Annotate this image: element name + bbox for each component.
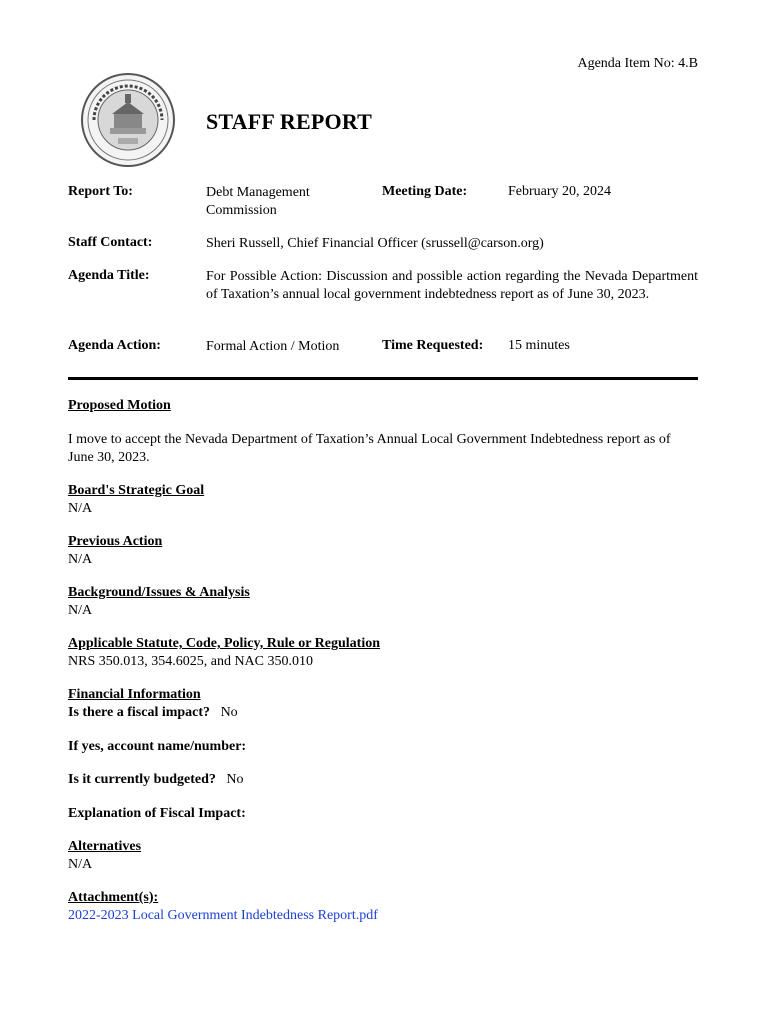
report-to-label: Report To: [68,184,133,199]
city-seal-logo [80,72,176,168]
previous-action-heading: Previous Action [68,534,163,549]
strategic-goal-text: N/A [68,501,93,516]
alternatives-heading: Alternatives [68,839,142,854]
agenda-action-label: Agenda Action: [68,338,161,353]
proposed-motion-heading: Proposed Motion [68,398,171,413]
background-heading: Background/Issues & Analysis [68,585,250,600]
time-requested-value: 15 minutes [508,338,570,353]
explanation-label: Explanation of Fiscal Impact: [68,806,246,821]
agenda-title-value: For Possible Action: Discussion and possible action regarding the Nevada Department of Taxation’s annual local government indebtedness report as of June 30, 2023. [206,269,698,302]
proposed-motion-text: I move to accept the Nevada Department of Taxation’s Annual Local Government Indebtedness report as of June 30, 2023. [68,432,671,465]
budgeted-row [68,771,700,789]
statute-text: NRS 350.013, 354.6025, and NAC 350.010 [68,654,314,669]
report-to-value-line1: Debt Management [206,185,310,200]
previous-action-text: N/A [68,552,93,567]
account-label: If yes, account name/number: [68,739,247,754]
alternatives-text: N/A [68,857,93,872]
strategic-goal-heading: Board's Strategic Goal [68,483,205,498]
time-requested-label: Time Requested: [382,338,484,353]
statute-heading: Applicable Statute, Code, Policy, Rule or Regulation [68,636,381,651]
budgeted-value: No [226,772,244,787]
section-divider [68,377,698,380]
page-title: STAFF REPORT [206,109,373,134]
agenda-action-value: Formal Action / Motion [206,339,340,354]
attachment-link[interactable]: 2022-2023 Local Government Indebtedness Report.pdf [68,908,378,923]
financial-heading: Financial Information [68,687,201,702]
agenda-item-number: Agenda Item No: 4.B [577,56,698,71]
agenda-title-label: Agenda Title: [68,268,150,283]
staff-contact-label: Staff Contact: [68,235,153,250]
meeting-date-label: Meeting Date: [382,184,468,199]
staff-contact-value: Sheri Russell, Chief Financial Officer (srussell@carson.org) [206,236,544,251]
fiscal-impact-row [68,704,700,722]
attachments-heading: Attachment(s): [68,890,159,905]
budgeted-label: Is it currently budgeted? [68,772,216,787]
fiscal-impact-value: No [220,705,238,720]
report-to-value-line2: Commission [206,203,277,218]
fiscal-impact-label: Is there a fiscal impact? [68,705,211,720]
meeting-date-value: February 20, 2024 [508,184,612,199]
background-text: N/A [68,603,93,618]
